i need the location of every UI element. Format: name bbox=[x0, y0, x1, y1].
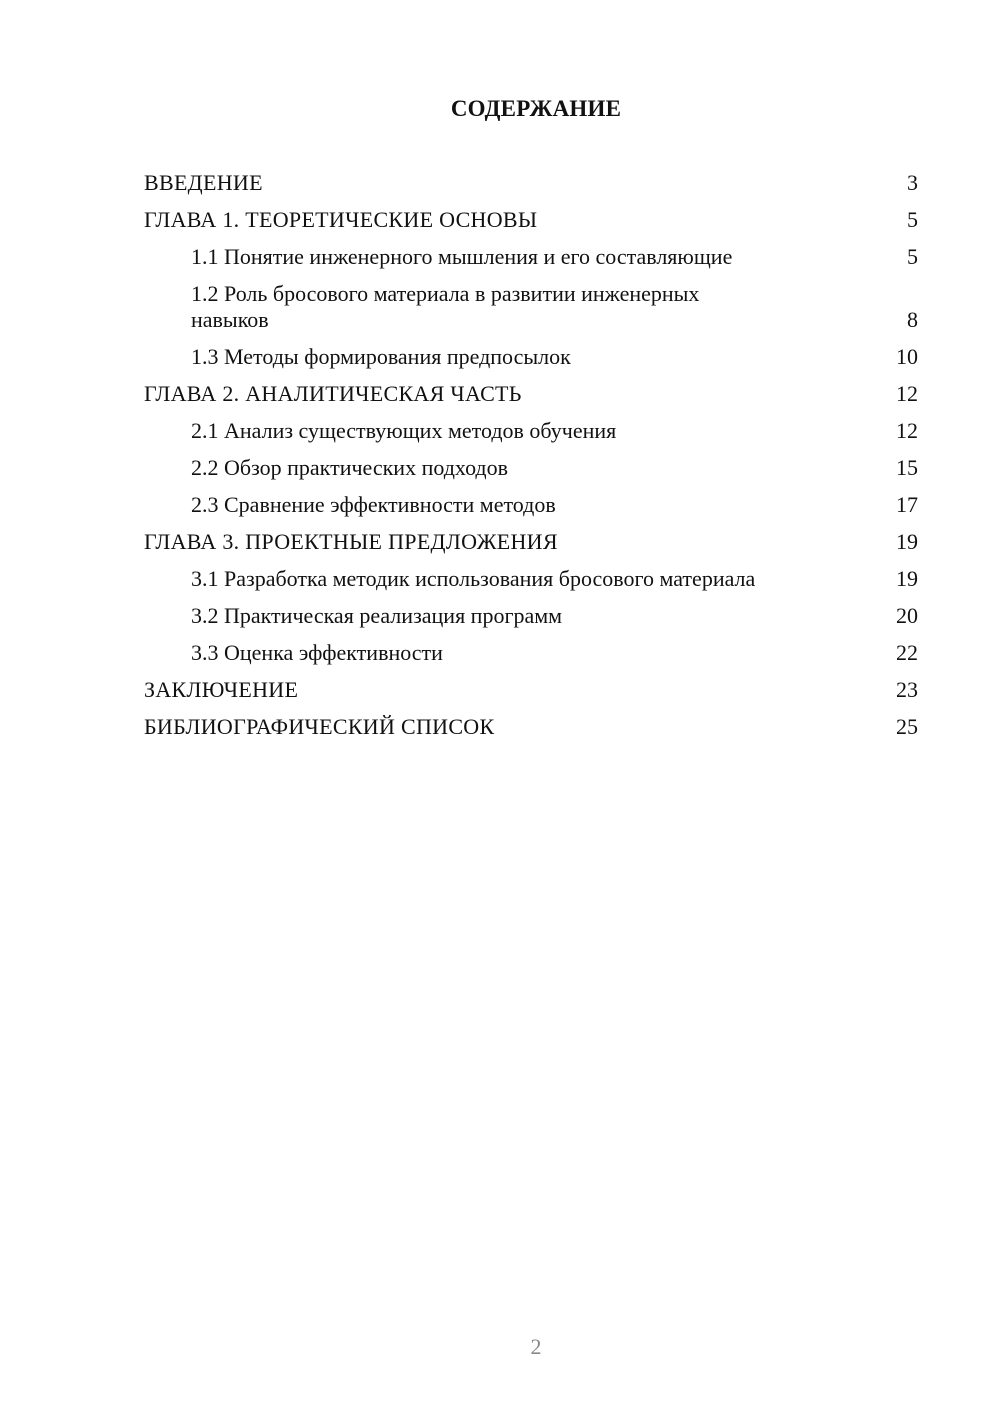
toc-entry-chapter-2[interactable] bbox=[144, 381, 918, 407]
toc-entry-label: ГЛАВА 1. ТЕОРЕТИЧЕСКИЕ ОСНОВЫ bbox=[144, 207, 538, 232]
toc-entry-label: 2.3 Сравнение эффективности методов bbox=[191, 492, 556, 517]
toc-entry-section-1-2[interactable] bbox=[144, 281, 918, 333]
toc-entry-page: 19 bbox=[896, 566, 918, 591]
toc-entry-page: 23 bbox=[896, 677, 918, 702]
table-of-contents bbox=[144, 170, 918, 751]
toc-entry-label: 3.2 Практическая реализация программ bbox=[191, 603, 563, 628]
toc-entry-label: 1.3 Методы формирования предпосылок bbox=[191, 344, 571, 369]
toc-entry-page: 20 bbox=[896, 603, 918, 628]
toc-entry-section-1-3[interactable] bbox=[144, 344, 918, 370]
toc-entry-page: 12 bbox=[896, 381, 918, 406]
toc-entry-label: ВВЕДЕНИЕ bbox=[144, 170, 263, 195]
toc-entry-label: ГЛАВА 2. АНАЛИТИЧЕСКАЯ ЧАСТЬ bbox=[144, 381, 522, 406]
toc-entry-chapter-3[interactable] bbox=[144, 529, 918, 555]
toc-entry-chapter-1[interactable] bbox=[144, 207, 918, 233]
toc-entry-section-2-1[interactable] bbox=[144, 418, 918, 444]
toc-entry-page: 8 bbox=[907, 307, 918, 332]
toc-entry-label: БИБЛИОГРАФИЧЕСКИЙ СПИСОК bbox=[144, 714, 495, 739]
toc-entry-section-3-2[interactable] bbox=[144, 603, 918, 629]
toc-entry-section-3-1[interactable] bbox=[144, 566, 918, 592]
toc-entry-label: 1.1 Понятие инженерного мышления и его составляющие bbox=[191, 244, 733, 269]
toc-entry-label: 2.2 Обзор практических подходов bbox=[191, 455, 509, 480]
toc-entry-page: 12 bbox=[896, 418, 918, 443]
toc-entry-page: 17 bbox=[896, 492, 918, 517]
toc-entry-section-2-3[interactable] bbox=[144, 492, 918, 518]
toc-title: СОДЕРЖАНИЕ bbox=[450, 96, 622, 121]
toc-entry-page: 10 bbox=[896, 344, 918, 369]
toc-entry-conclusion[interactable] bbox=[144, 677, 918, 703]
page-number: 2 bbox=[530, 1334, 542, 1359]
toc-entry-page: 15 bbox=[896, 455, 918, 480]
toc-entry-section-2-2[interactable] bbox=[144, 455, 918, 481]
toc-entry-page: 3 bbox=[907, 170, 918, 195]
toc-entry-introduction[interactable] bbox=[144, 170, 918, 196]
toc-entry-label: 2.1 Анализ существующих методов обучения bbox=[191, 418, 617, 443]
toc-entry-page: 5 bbox=[907, 207, 918, 232]
toc-entry-label: 3.3 Оценка эффективности bbox=[191, 640, 443, 665]
toc-entry-label: 3.1 Разработка методик использования бросового материала bbox=[191, 566, 756, 591]
toc-entry-page: 19 bbox=[896, 529, 918, 554]
toc-entry-page: 25 bbox=[896, 714, 918, 739]
toc-entry-section-1-1[interactable] bbox=[144, 244, 918, 270]
toc-entry-label: ГЛАВА 3. ПРОЕКТНЫЕ ПРЕДЛОЖЕНИЯ bbox=[144, 529, 558, 554]
toc-entry-label: ЗАКЛЮЧЕНИЕ bbox=[144, 677, 299, 702]
toc-entry-page: 22 bbox=[896, 640, 918, 665]
toc-entry-label: 1.2 Роль бросового материала в развитии инженерных навыков bbox=[191, 281, 700, 332]
toc-entry-section-3-3[interactable] bbox=[144, 640, 918, 666]
toc-entry-page: 5 bbox=[907, 244, 918, 269]
toc-entry-bibliography[interactable] bbox=[144, 714, 918, 740]
